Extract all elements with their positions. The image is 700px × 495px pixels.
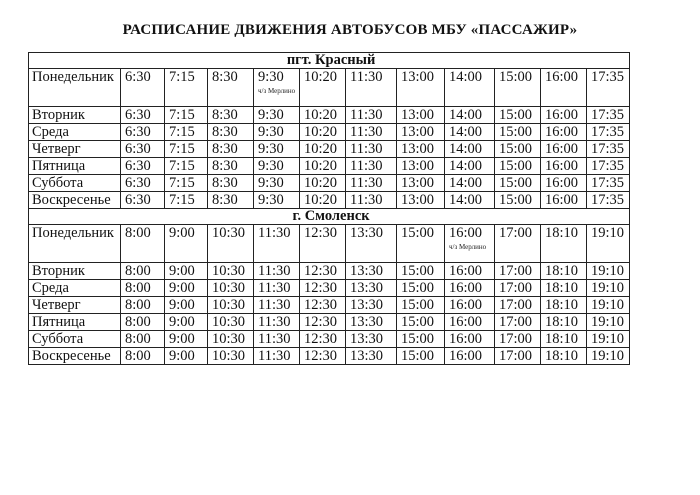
- departure-time: 17:35: [587, 175, 630, 192]
- departure-time: 16:00: [541, 124, 587, 141]
- departure-time-cell: [346, 69, 397, 107]
- departure-time: 17:35: [587, 124, 630, 141]
- departure-time: 16:00: [445, 348, 495, 365]
- schedule-body: [29, 53, 630, 365]
- day-label: Вторник: [29, 263, 121, 280]
- departure-time: 6:30: [121, 124, 165, 141]
- departure-time-cell: [587, 69, 630, 107]
- departure-time: 11:30: [346, 175, 397, 192]
- departure-time: 8:30: [208, 175, 254, 192]
- schedule-row: [29, 175, 630, 192]
- departure-time-cell: [300, 225, 346, 263]
- departure-time: 10:30: [208, 297, 254, 314]
- departure-time: 15:00: [495, 107, 541, 124]
- departure-time: 6:30: [121, 192, 165, 209]
- departure-time: 15:00: [397, 314, 445, 331]
- departure-time-cell: [121, 225, 165, 263]
- departure-time: 11:30: [258, 225, 291, 241]
- departure-time: 15:00: [495, 192, 541, 209]
- departure-time: 12:30: [304, 225, 338, 241]
- departure-time: 14:00: [445, 141, 495, 158]
- departure-time: 14:00: [445, 175, 495, 192]
- departure-time: 13:00: [397, 192, 445, 209]
- departure-time: 10:20: [300, 141, 346, 158]
- schedule-row: [29, 263, 630, 280]
- departure-time: 11:30: [346, 192, 397, 209]
- day-label: Среда: [29, 280, 121, 297]
- departure-time: 13:30: [346, 348, 397, 365]
- schedule-row: [29, 192, 630, 209]
- page-title: РАСПИСАНИЕ ДВИЖЕНИЯ АВТОБУСОВ МБУ «ПАССАЖИР»: [122, 22, 578, 38]
- departure-time: 13:30: [346, 297, 397, 314]
- departure-time: 8:30: [208, 107, 254, 124]
- departure-time: 17:00: [495, 297, 541, 314]
- departure-time: 13:30: [350, 225, 384, 241]
- departure-time: 19:10: [587, 297, 630, 314]
- day-label: Воскресенье: [29, 348, 121, 365]
- day-label: Суббота: [29, 175, 121, 192]
- departure-time-cell: [445, 69, 495, 107]
- departure-time: 10:30: [208, 348, 254, 365]
- departure-time: 8:00: [121, 331, 165, 348]
- departure-time: 19:10: [587, 314, 630, 331]
- departure-time: 9:00: [165, 348, 208, 365]
- departure-time: 15:00: [401, 225, 435, 241]
- departure-time: 9:00: [165, 263, 208, 280]
- departure-time: 17:35: [587, 158, 630, 175]
- departure-time: 6:30: [121, 107, 165, 124]
- departure-time: 16:00: [541, 192, 587, 209]
- departure-time-cell: [541, 225, 587, 263]
- departure-time: 10:30: [208, 331, 254, 348]
- departure-time: 16:00: [541, 107, 587, 124]
- departure-time: 16:00: [445, 280, 495, 297]
- departure-time: 11:30: [346, 124, 397, 141]
- departure-time: 10:30: [208, 263, 254, 280]
- section-header-row: [29, 53, 630, 69]
- departure-time: 18:10: [541, 348, 587, 365]
- departure-time: 13:30: [346, 331, 397, 348]
- day-label: Пятница: [29, 158, 121, 175]
- departure-time-cell: [346, 225, 397, 263]
- departure-time: 8:30: [208, 141, 254, 158]
- schedule-row: [29, 158, 630, 175]
- departure-time: 10:20: [300, 107, 346, 124]
- departure-time: 19:10: [587, 331, 630, 348]
- departure-time: 11:30: [350, 69, 383, 85]
- departure-time: 8:30: [208, 158, 254, 175]
- departure-time: 9:00: [165, 280, 208, 297]
- departure-time: 11:30: [254, 331, 300, 348]
- departure-time: 7:15: [165, 192, 208, 209]
- departure-time: 15:00: [397, 280, 445, 297]
- departure-time: 11:30: [254, 263, 300, 280]
- departure-time: 10:30: [212, 225, 246, 241]
- schedule-row: [29, 314, 630, 331]
- departure-time: 17:00: [495, 348, 541, 365]
- departure-time: 9:30: [254, 158, 300, 175]
- departure-time: 19:10: [591, 225, 625, 241]
- departure-time: 18:10: [541, 280, 587, 297]
- departure-time: 15:00: [397, 348, 445, 365]
- schedule-row: [29, 141, 630, 158]
- departure-time: 7:15: [165, 158, 208, 175]
- schedule-row-monday: [29, 69, 630, 107]
- departure-time: 9:30: [254, 175, 300, 192]
- departure-time: 9:00: [169, 225, 195, 241]
- departure-time: 10:20: [300, 192, 346, 209]
- departure-time: 6:30: [125, 69, 151, 85]
- departure-time: 13:00: [397, 158, 445, 175]
- departure-time: 19:10: [587, 280, 630, 297]
- departure-time: 10:20: [300, 158, 346, 175]
- departure-time: 16:00: [445, 314, 495, 331]
- day-label: Вторник: [29, 107, 121, 124]
- departure-time: 13:00: [401, 69, 435, 85]
- departure-time-cell: [587, 225, 630, 263]
- departure-time: 11:30: [346, 107, 397, 124]
- departure-time: 13:30: [346, 263, 397, 280]
- departure-time: 15:00: [397, 297, 445, 314]
- route-note: ч/з Мерлино: [449, 243, 487, 251]
- departure-time: 17:00: [495, 263, 541, 280]
- departure-time: 13:00: [397, 107, 445, 124]
- departure-time: 10:30: [208, 314, 254, 331]
- departure-time: 11:30: [254, 348, 300, 365]
- departure-time: 13:30: [346, 280, 397, 297]
- day-label: Понедельник: [29, 69, 121, 107]
- schedule-row-monday: [29, 225, 630, 263]
- departure-time: 6:30: [121, 141, 165, 158]
- departure-time: 16:00: [541, 158, 587, 175]
- day-label: Среда: [29, 124, 121, 141]
- departure-time: 19:10: [587, 263, 630, 280]
- departure-time: 12:30: [300, 263, 346, 280]
- schedule-row: [29, 124, 630, 141]
- departure-time: 18:10: [541, 263, 587, 280]
- departure-time: 16:00: [541, 175, 587, 192]
- departure-time: 12:30: [300, 331, 346, 348]
- departure-time: 11:30: [254, 314, 300, 331]
- section-title: г. Смоленск: [29, 209, 630, 225]
- departure-time: 8:00: [121, 297, 165, 314]
- departure-time: 19:10: [587, 348, 630, 365]
- day-label: Пятница: [29, 314, 121, 331]
- departure-time: 13:00: [397, 141, 445, 158]
- departure-time: 9:00: [165, 331, 208, 348]
- departure-time: 8:00: [121, 314, 165, 331]
- day-label: Суббота: [29, 331, 121, 348]
- departure-time: 8:00: [125, 225, 151, 241]
- departure-time: 12:30: [300, 314, 346, 331]
- departure-time: 15:00: [397, 331, 445, 348]
- departure-time: 15:00: [495, 158, 541, 175]
- departure-time: 7:15: [165, 124, 208, 141]
- departure-time: 18:10: [545, 225, 579, 241]
- departure-time: 9:00: [165, 297, 208, 314]
- departure-time-cell: [165, 69, 208, 107]
- departure-time: 17:35: [587, 141, 630, 158]
- schedule-row: [29, 297, 630, 314]
- departure-time: 10:30: [208, 280, 254, 297]
- departure-time: 16:00: [445, 263, 495, 280]
- schedule-table: [28, 52, 630, 365]
- departure-time: 7:15: [165, 141, 208, 158]
- departure-time: 15:00: [499, 69, 533, 85]
- departure-time: 12:30: [300, 280, 346, 297]
- departure-time: 9:30: [254, 192, 300, 209]
- departure-time: 14:00: [445, 192, 495, 209]
- route-note: ч/з Мерлино: [258, 87, 296, 95]
- departure-time: 8:30: [212, 69, 238, 85]
- departure-time: 13:00: [397, 124, 445, 141]
- day-label: Понедельник: [29, 225, 121, 263]
- departure-time: 15:00: [397, 263, 445, 280]
- departure-time: 7:15: [165, 107, 208, 124]
- departure-time: 17:35: [587, 192, 630, 209]
- departure-time-cell: [165, 225, 208, 263]
- departure-time: 11:30: [254, 297, 300, 314]
- departure-time: 15:00: [495, 141, 541, 158]
- section-title: пгт. Красный: [29, 53, 630, 69]
- departure-time: 9:30: [254, 124, 300, 141]
- departure-time: 16:00: [449, 225, 483, 241]
- schedule-row: [29, 331, 630, 348]
- departure-time-cell: [300, 69, 346, 107]
- day-label: Воскресенье: [29, 192, 121, 209]
- departure-time-cell: [121, 69, 165, 107]
- departure-time-cell: [541, 69, 587, 107]
- departure-time: 12:30: [300, 297, 346, 314]
- departure-time: 14:00: [445, 124, 495, 141]
- departure-time: 8:00: [121, 263, 165, 280]
- schedule-row: [29, 348, 630, 365]
- departure-time: 11:30: [254, 280, 300, 297]
- day-label: Четверг: [29, 141, 121, 158]
- departure-time: 8:00: [121, 348, 165, 365]
- section-header-row: [29, 209, 630, 225]
- departure-time: 16:00: [445, 331, 495, 348]
- departure-time-cell: [208, 225, 254, 263]
- departure-time: 17:00: [499, 225, 533, 241]
- departure-time-cell: [495, 225, 541, 263]
- departure-time: 17:00: [495, 280, 541, 297]
- departure-time: 17:35: [591, 69, 625, 85]
- departure-time: 9:00: [165, 314, 208, 331]
- departure-time: 14:00: [449, 69, 483, 85]
- departure-time: 8:30: [208, 124, 254, 141]
- departure-time: 14:00: [445, 107, 495, 124]
- departure-time: 18:10: [541, 331, 587, 348]
- departure-time: 16:00: [445, 297, 495, 314]
- departure-time: 18:10: [541, 297, 587, 314]
- departure-time: 10:20: [300, 175, 346, 192]
- schedule-row: [29, 280, 630, 297]
- departure-time: 11:30: [346, 158, 397, 175]
- day-label: Четверг: [29, 297, 121, 314]
- departure-time: 17:35: [587, 107, 630, 124]
- departure-time: 8:00: [121, 280, 165, 297]
- departure-time: 14:00: [445, 158, 495, 175]
- departure-time: 7:15: [165, 175, 208, 192]
- departure-time-cell: [254, 225, 300, 263]
- departure-time: 16:00: [545, 69, 579, 85]
- departure-time: 17:00: [495, 331, 541, 348]
- departure-time: 15:00: [495, 124, 541, 141]
- departure-time-cell: [495, 69, 541, 107]
- departure-time: 16:00: [541, 141, 587, 158]
- departure-time: 9:30: [258, 69, 284, 85]
- departure-time: 10:20: [300, 124, 346, 141]
- departure-time: 18:10: [541, 314, 587, 331]
- departure-time: 6:30: [121, 158, 165, 175]
- departure-time: 12:30: [300, 348, 346, 365]
- departure-time: 6:30: [121, 175, 165, 192]
- departure-time-cell: [397, 69, 445, 107]
- departure-time: 9:30: [254, 107, 300, 124]
- departure-time: 8:30: [208, 192, 254, 209]
- departure-time-cell: [445, 225, 495, 263]
- departure-time: 13:30: [346, 314, 397, 331]
- departure-time: 11:30: [346, 141, 397, 158]
- departure-time-cell: [254, 69, 300, 107]
- departure-time: 13:00: [397, 175, 445, 192]
- departure-time: 15:00: [495, 175, 541, 192]
- departure-time-cell: [397, 225, 445, 263]
- departure-time: 10:20: [304, 69, 338, 85]
- departure-time: 17:00: [495, 314, 541, 331]
- departure-time-cell: [208, 69, 254, 107]
- departure-time: 7:15: [169, 69, 195, 85]
- schedule-row: [29, 107, 630, 124]
- departure-time: 9:30: [254, 141, 300, 158]
